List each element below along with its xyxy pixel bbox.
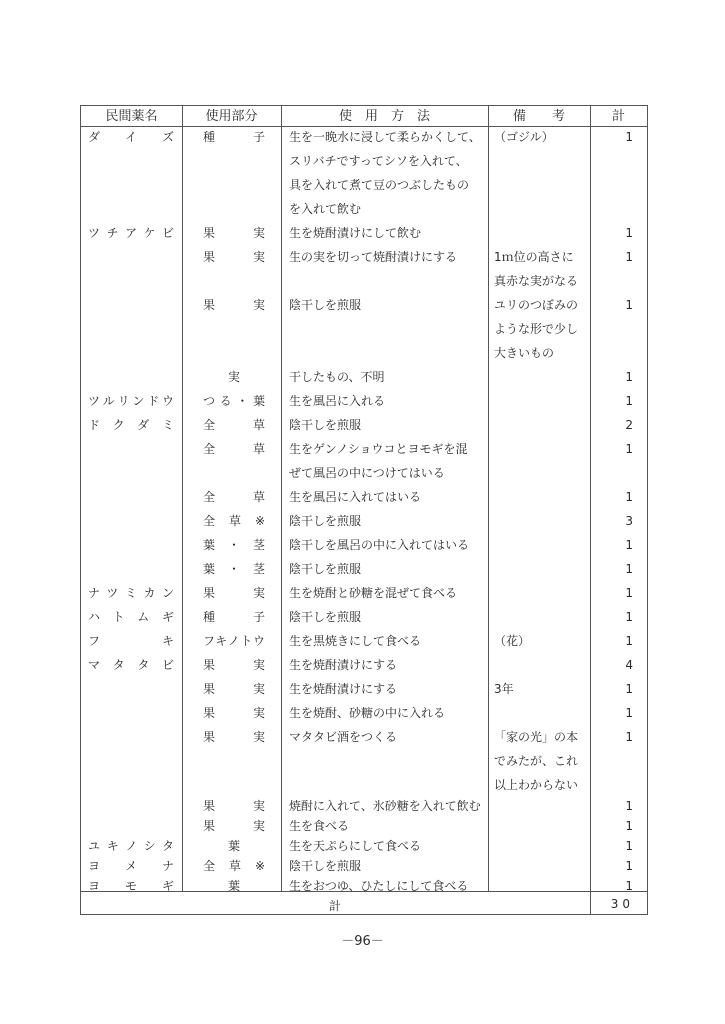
- usage-method-line: 生を黒焼きにして食べる: [289, 634, 422, 648]
- usage-method-line: 陰干しを煎服: [289, 418, 362, 432]
- part-used: 果実: [203, 730, 265, 744]
- page-number: －96－: [341, 934, 384, 949]
- usage-method-line: 陰干しを煎服: [289, 298, 362, 312]
- count-value: 1: [625, 586, 633, 600]
- usage-method-line: スリバチですってシソを入れて、: [289, 154, 468, 168]
- remark-line: （花）: [494, 634, 531, 648]
- remedy-name: フキ: [88, 634, 174, 648]
- usage-method-line: 生を天ぷらにして食べる: [289, 839, 422, 853]
- remark-line: 「家の光」の本: [494, 730, 579, 744]
- count-value: 4: [625, 658, 633, 672]
- count-value: 1: [625, 538, 633, 552]
- usage-method-line: 生の実を切って焼酎漬けにする: [289, 250, 458, 264]
- part-used: 種子: [203, 610, 265, 624]
- part-used: 全草: [203, 490, 265, 504]
- usage-method-line: 陰干しを煎服: [289, 562, 362, 576]
- remedy-name: ツチアケビ: [88, 226, 174, 240]
- usage-method-line: 生をゲンノショウコとヨモギを混: [289, 442, 468, 456]
- usage-method-line: 陰干しを風呂の中に入れてはいる: [289, 538, 470, 552]
- part-used: 果実: [203, 682, 265, 696]
- column-divider-count: [590, 105, 591, 915]
- count-value: 1: [625, 442, 633, 456]
- part-used: 葉・茎: [203, 538, 265, 552]
- usage-method-line: 生を焼酎漬けにする: [289, 682, 398, 696]
- remark-line: 以上わからない: [494, 778, 579, 792]
- remedy-name: ダイズ: [88, 130, 174, 144]
- total-value: 30: [610, 897, 634, 911]
- part-used: 果実: [203, 250, 265, 264]
- part-used: 全草※: [203, 514, 265, 528]
- usage-method-line: 生を焼酎漬けにして飲む: [289, 226, 422, 240]
- remedy-name: ヨモギ: [88, 879, 174, 893]
- part-used: 果実: [203, 586, 265, 600]
- remedy-name: マタタビ: [88, 658, 174, 672]
- count-value: 1: [625, 819, 633, 833]
- table-left-border: [80, 105, 81, 915]
- table-bottom-border: [80, 914, 648, 915]
- remark-line: 真赤な実がなる: [494, 274, 579, 288]
- count-value: 1: [625, 682, 633, 696]
- part-used: 種子: [203, 130, 265, 144]
- usage-method-line: 生を風呂に入れてはいる: [289, 490, 422, 504]
- count-value: 1: [625, 226, 633, 240]
- remark-line: ような形で少し: [494, 322, 579, 336]
- usage-method-line: 生をおつゆ、ひたしにして食べる: [289, 879, 469, 893]
- part-used: 葉: [227, 839, 240, 853]
- remedy-name: ユキノシタ: [88, 839, 174, 853]
- header-part-used: 使用部分: [205, 109, 258, 124]
- remedy-name: ドクダミ: [88, 418, 174, 432]
- count-value: 1: [625, 799, 633, 813]
- count-value: 3: [625, 514, 633, 528]
- part-used: 果実: [203, 658, 265, 672]
- remark-line: 3年: [494, 682, 514, 696]
- count-value: 1: [625, 706, 633, 720]
- remark-line: 大きいもの: [494, 346, 555, 360]
- header-remarks: 備 考: [512, 109, 565, 124]
- part-used: 果実: [203, 799, 265, 813]
- usage-method-line: マタタビ酒をつくる: [289, 730, 398, 744]
- count-value: 1: [625, 130, 633, 144]
- column-divider-note: [488, 105, 489, 891]
- part-used: つる・葉: [203, 394, 265, 408]
- count-value: 1: [625, 610, 633, 624]
- count-value: 1: [625, 394, 633, 408]
- count-value: 1: [625, 250, 633, 264]
- usage-method-line: 生を一晩水に浸して柔らかくして、: [289, 130, 481, 144]
- table-top-border: [80, 105, 648, 106]
- remedy-name: ツルリンドウ: [88, 394, 174, 408]
- count-value: 1: [625, 730, 633, 744]
- count-value: 2: [625, 418, 633, 432]
- usage-method-line: 生を風呂に入れる: [289, 394, 386, 408]
- total-label: 計: [328, 899, 341, 913]
- count-value: 1: [625, 370, 633, 384]
- remedy-name: ハトムギ: [88, 610, 174, 624]
- count-value: 1: [625, 298, 633, 312]
- remedy-name: ナツミカン: [88, 586, 174, 600]
- part-used: 全草: [203, 442, 265, 456]
- usage-method-line: ぜて風呂の中につけてはいる: [289, 466, 445, 480]
- count-value: 1: [625, 634, 633, 648]
- part-used: 全草: [203, 418, 265, 432]
- remark-line: ユリのつぼみの: [494, 298, 579, 312]
- usage-method-line: 生を食べる: [289, 819, 350, 833]
- count-value: 1: [625, 562, 633, 576]
- remark-line: でみたが、これ: [494, 754, 579, 768]
- part-used: 葉: [227, 879, 240, 893]
- usage-method-line: 生を焼酎と砂糖を混ぜて食べる: [289, 586, 458, 600]
- remedy-name: ヨメナ: [88, 859, 174, 873]
- count-value: 1: [625, 859, 633, 873]
- column-divider-part: [182, 105, 183, 891]
- usage-method-line: 陰干しを煎服: [289, 610, 362, 624]
- count-value: 1: [625, 490, 633, 504]
- usage-method-line: を入れて飲む: [289, 202, 362, 216]
- usage-method-line: 干したもの、不明: [289, 370, 385, 384]
- usage-method-line: 生を焼酎漬けにする: [289, 658, 398, 672]
- remark-line: （ゴジル）: [494, 130, 554, 144]
- part-used: 実: [227, 370, 240, 384]
- part-used: フキノトウ: [203, 634, 265, 648]
- part-used: 葉・茎: [203, 562, 265, 576]
- usage-method-line: 生を焼酎、砂糖の中に入れる: [289, 706, 446, 720]
- header-count: 計: [611, 109, 625, 124]
- count-value: 1: [625, 879, 633, 893]
- usage-method-line: 具を入れて煮て豆のつぶしたもの: [289, 178, 470, 192]
- usage-method-line: 陰干しを煎服: [289, 514, 362, 528]
- column-divider-method: [281, 105, 282, 891]
- header-remedy-name: 民間薬名: [105, 109, 158, 124]
- part-used: 果実: [203, 298, 265, 312]
- part-used: 果実: [203, 819, 265, 833]
- part-used: 果実: [203, 226, 265, 240]
- remark-line: 1ｍ位の高さに: [494, 250, 574, 264]
- table-right-border: [647, 105, 648, 915]
- usage-method-line: 焼酎に入れて、氷砂糖を入れて飲む: [289, 799, 481, 813]
- count-value: 1: [625, 839, 633, 853]
- header-usage-method: 使 用 方 法: [338, 109, 430, 124]
- header-bottom-border: [80, 126, 648, 127]
- part-used: 全草※: [203, 859, 265, 873]
- part-used: 果実: [203, 706, 265, 720]
- usage-method-line: 陰干しを煎服: [289, 859, 362, 873]
